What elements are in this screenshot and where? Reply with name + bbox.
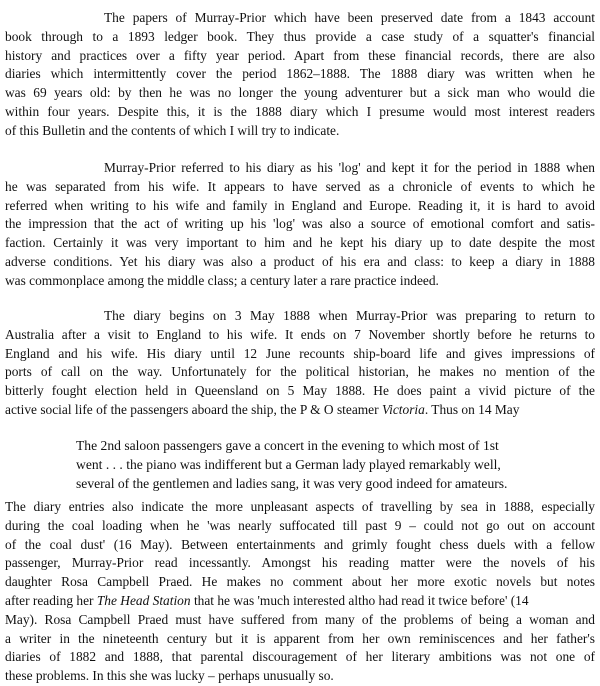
text-line bbox=[0, 592, 595, 611]
text-segment: after reading her bbox=[5, 592, 94, 608]
text-line: England and his wife. His diary until 12 June recounts ship-board life and gives impressions of bbox=[5, 345, 595, 361]
text-line: was 69 years old: by then he was no longer the young adventurer but a sick man who would die bbox=[5, 85, 595, 101]
text-line: adverse conditions. Yet his diary was also a product of his era and class: to keep a diary in 1888 bbox=[5, 253, 595, 269]
text-line: during the coal loading when he 'was nearly suffocated till past 9 – could not go out on account bbox=[5, 517, 595, 533]
text-line: referred when writing to his wife and family in England and Europe. Reading it, it is hard to avoid bbox=[5, 197, 595, 213]
quote-line: The 2nd saloon passengers gave a concert in the evening to which most of 1st bbox=[76, 438, 499, 453]
text-line: within four years. Despite this, it is the 1888 diary which I presume would most interest readers bbox=[5, 103, 595, 119]
ship-name-italic: Victoria bbox=[381, 401, 425, 417]
text-line: The diary entries also indicate the more unpleasant aspects of travelling by sea in 1888, especially bbox=[5, 499, 595, 514]
text-line: The diary begins on 3 May 1888 when Murray-Prior was preparing to return to bbox=[104, 308, 595, 323]
text-line: these problems. In this she was lucky – perhaps unusually so. bbox=[5, 668, 334, 684]
text-line: history and practices over a fifty year period. Apart from these financial records, there are also bbox=[5, 47, 595, 63]
paragraph-2 bbox=[0, 159, 600, 291]
text-line: diaries which intermittently cover the period 1862–1888. The 1888 diary was written when he bbox=[5, 66, 595, 82]
text-segment: . Thus on 14 May bbox=[424, 401, 520, 417]
paragraph-4 bbox=[0, 498, 600, 686]
text-line: he was separated from his wife. It appears to have served as a chronicle of events to which he bbox=[5, 178, 595, 194]
text-segment: active social life of the passengers aboard the ship, the P & O steamer bbox=[5, 401, 379, 417]
text-line: ports of call on the way. Unfortunately for the political historian, he makes no mention of the bbox=[5, 364, 595, 380]
text-line: diaries of 1882 and 1888, that parental discouragement of her literary ambitions was not one of bbox=[5, 649, 595, 665]
text-line: was commonplace among the middle class; a century later a rare practice indeed. bbox=[5, 272, 439, 288]
quote-line: went . . . the piano was indifferent but a German lady played remarkably well, bbox=[76, 456, 501, 472]
text-line: of the coal dust' (16 May). Between entertainments and grimly fought chess duels with a fellow bbox=[5, 536, 595, 552]
paragraph-1 bbox=[0, 9, 600, 141]
text-line: book through to a 1893 ledger book. They thus provide a case study of a squatter's financial bbox=[5, 28, 595, 44]
block-quote bbox=[0, 437, 600, 493]
text-segment: that he was 'much interested altho had read it twice before' (14 bbox=[193, 592, 529, 608]
text-line bbox=[0, 401, 595, 420]
text-line: daughter Rosa Campbell Praed. He makes no comment about her more exotic novels but notes bbox=[5, 574, 595, 590]
text-line: bitterly fought election held in Queensland on 5 May 1888. He does paint a vivid picture of the bbox=[5, 383, 595, 399]
text-line: of this Bulletin and the contents of which I will try to indicate. bbox=[5, 122, 340, 138]
text-line: Murray-Prior referred to his diary as his 'log' and kept it for the period in 1888 when bbox=[104, 160, 595, 175]
paragraph-3 bbox=[0, 307, 600, 420]
text-line: May). Rosa Campbell Praed must have suffered from many of the problems of being a woman and bbox=[5, 611, 595, 627]
text-line: Australia after a visit to England to his wife. It ends on 7 November shortly before he returns to bbox=[5, 326, 595, 342]
novel-title-italic: The Head Station bbox=[96, 592, 191, 608]
text-line: faction. Certainly it was very important to him and he kept his diary up to date despite the most bbox=[5, 235, 595, 251]
quote-line: several of the gentlemen and ladies sang, it was very good indeed for amateurs. bbox=[76, 475, 508, 491]
text-line: a writer in the nineteenth century but it is apparent from her own reminiscences and her father's bbox=[5, 630, 595, 646]
text-line: The papers of Murray-Prior which have been preserved date from a 1843 account bbox=[104, 10, 595, 25]
text-line: the impression that the act of writing up his 'log' was also a source of emotional comfort and satis- bbox=[5, 216, 595, 232]
text-line: passenger, Murray-Prior read incessantly. Amongst his reading matter were the novels of his bbox=[5, 555, 595, 571]
